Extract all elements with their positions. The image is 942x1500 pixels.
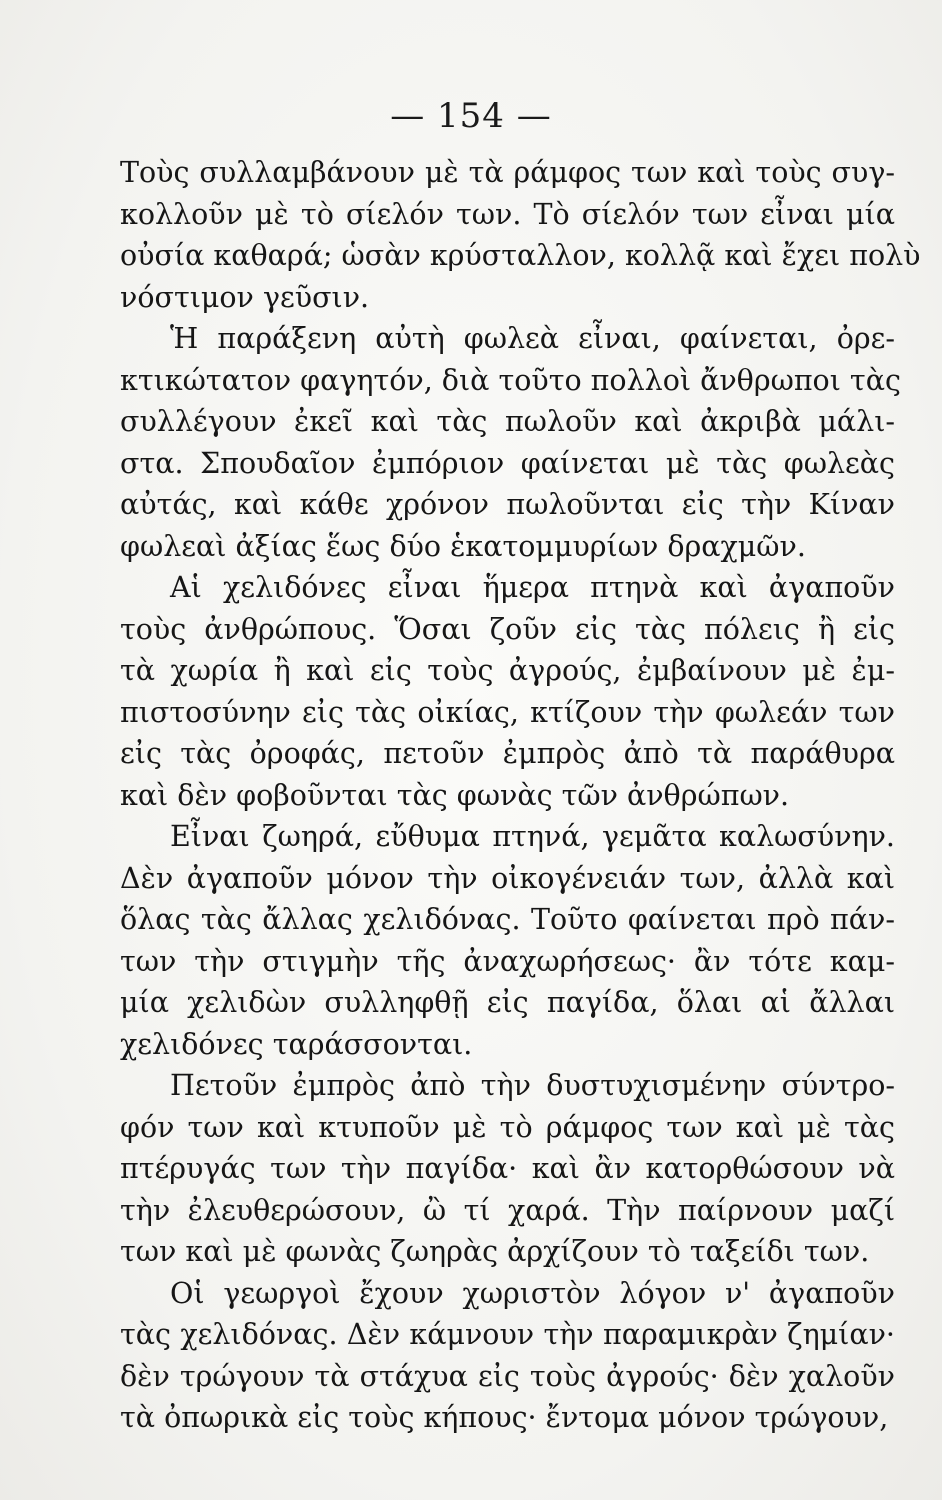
- paragraph: [120, 318, 901, 567]
- text-line: τοὺς ἀνθρώπους. Ὅσαι ζοῦν εἰς τὰς πόλεις ἢ εἰς: [120, 612, 895, 646]
- text-line: αὐτάς, καὶ κάθε χρόνον πωλοῦνται εἰς τὴν Κίναν: [120, 488, 895, 521]
- text-line: Αἱ χελιδόνες εἶναι ἥμερα πτηνὰ καὶ ἀγαποῦν: [170, 571, 895, 604]
- text-line: Ἡ παράξενη αὐτὴ φωλεὰ εἶναι, φαίνεται, ὀρε-: [170, 322, 895, 355]
- text-line: πτέρυγάς των τὴν παγίδα· καὶ ἂν κατορθώσουν νὰ: [120, 1152, 895, 1185]
- text-line: τὰς χελιδόνας. Δὲν κάμνουν τὴν παραμικρὰν ζημίαν·: [120, 1318, 895, 1351]
- text-line: οὐσία καθαρά; ὡσὰν κρύσταλλον, κολλᾷ καὶ ἔχει πολὺ: [120, 239, 921, 272]
- text-line: Οἱ γεωργοὶ ἔχουν χωριστὸν λόγον ν' ἀγαποῦν: [170, 1276, 895, 1310]
- paragraph: [120, 567, 895, 816]
- text-line: ὅλας τὰς ἄλλας χελιδόνας. Τοῦτο φαίνεται πρὸ πάν-: [120, 903, 895, 936]
- text-line: στα. Σπουδαῖον ἐμπόριον φαίνεται μὲ τὰς φωλεὰς: [120, 446, 895, 480]
- text-line: καὶ δὲν φοβοῦνται τὰς φωνὰς τῶν ἀνθρώπων.: [120, 778, 790, 812]
- text-line: συλλέγουν ἐκεῖ καὶ τὰς πωλοῦν καὶ ἀκριβὰ μάλι-: [120, 405, 895, 438]
- text-line: Πετοῦν ἐμπρὸς ἀπὸ τὴν δυστυχισμένην σύντρο-: [170, 1069, 895, 1102]
- text-line: κολλοῦν μὲ τὸ σίελόν των. Τὸ σίελόν των εἶναι μία: [120, 197, 895, 231]
- paragraph: [120, 1065, 895, 1273]
- text-line: εἰς τὰς ὀροφάς, πετοῦν ἐμπρὸς ἀπὸ τὰ παράθυρα: [120, 737, 895, 770]
- page-number: — 154 —: [390, 96, 552, 136]
- text-line: μία χελιδὼν συλληφθῇ εἰς παγίδα, ὅλαι αἱ ἄλλαι: [120, 986, 895, 1019]
- text-line: Δὲν ἀγαποῦν μόνον τὴν οἰκογένειάν των, ἀλλὰ καὶ: [120, 861, 895, 895]
- text-line: Εἶναι ζωηρά, εὔθυμα πτηνά, γεμᾶτα καλωσύνην.: [170, 820, 895, 853]
- text-line: των καὶ μὲ φωνὰς ζωηρὰς ἀρχίζουν τὸ ταξείδι των.: [120, 1235, 870, 1268]
- paragraph: [120, 152, 921, 318]
- text-line: κτικώτατον φαγητόν, διὰ τοῦτο πολλοὶ ἄνθρωποι τὰς: [120, 363, 901, 397]
- text-line: των τὴν στιγμὴν τῆς ἀναχωρήσεως· ἂν τότε καμ-: [120, 944, 895, 978]
- text-line: φωλεαὶ ἀξίας ἕως δύο ἑκατομμυρίων δραχμῶν.: [120, 529, 806, 563]
- paragraph: [120, 816, 895, 1065]
- text-line: τὰ χωρία ἢ καὶ εἰς τοὺς ἀγρούς, ἐμβαίνουν μὲ ἐμ-: [120, 654, 895, 687]
- text-line: Τοὺς συλλαμβάνουν μὲ τὰ ράμφος των καὶ τοὺς συγ-: [120, 156, 895, 189]
- paragraph: [120, 1273, 895, 1439]
- text-line: νόστιμον γεῦσιν.: [120, 280, 370, 314]
- text-line: δὲν τρώγουν τὰ στάχυα εἰς τοὺς ἀγρούς· δὲν χαλοῦν: [120, 1359, 895, 1393]
- text-line: φόν των καὶ κτυποῦν μὲ τὸ ράμφος των καὶ μὲ τὰς: [120, 1110, 895, 1144]
- text-line: τὴν ἐλευθερώσουν, ὢ τί χαρά. Τὴν παίρνουν μαζί: [120, 1193, 895, 1227]
- body-text: [120, 152, 921, 1439]
- text-line: τὰ ὀπωρικὰ εἰς τοὺς κήπους· ἔντομα μόνον τρώγουν,: [120, 1401, 889, 1434]
- text-line: πιστοσύνην εἰς τὰς οἰκίας, κτίζουν τὴν φωλεάν των: [120, 695, 895, 729]
- text-line: χελιδόνες ταράσσονται.: [120, 1027, 473, 1061]
